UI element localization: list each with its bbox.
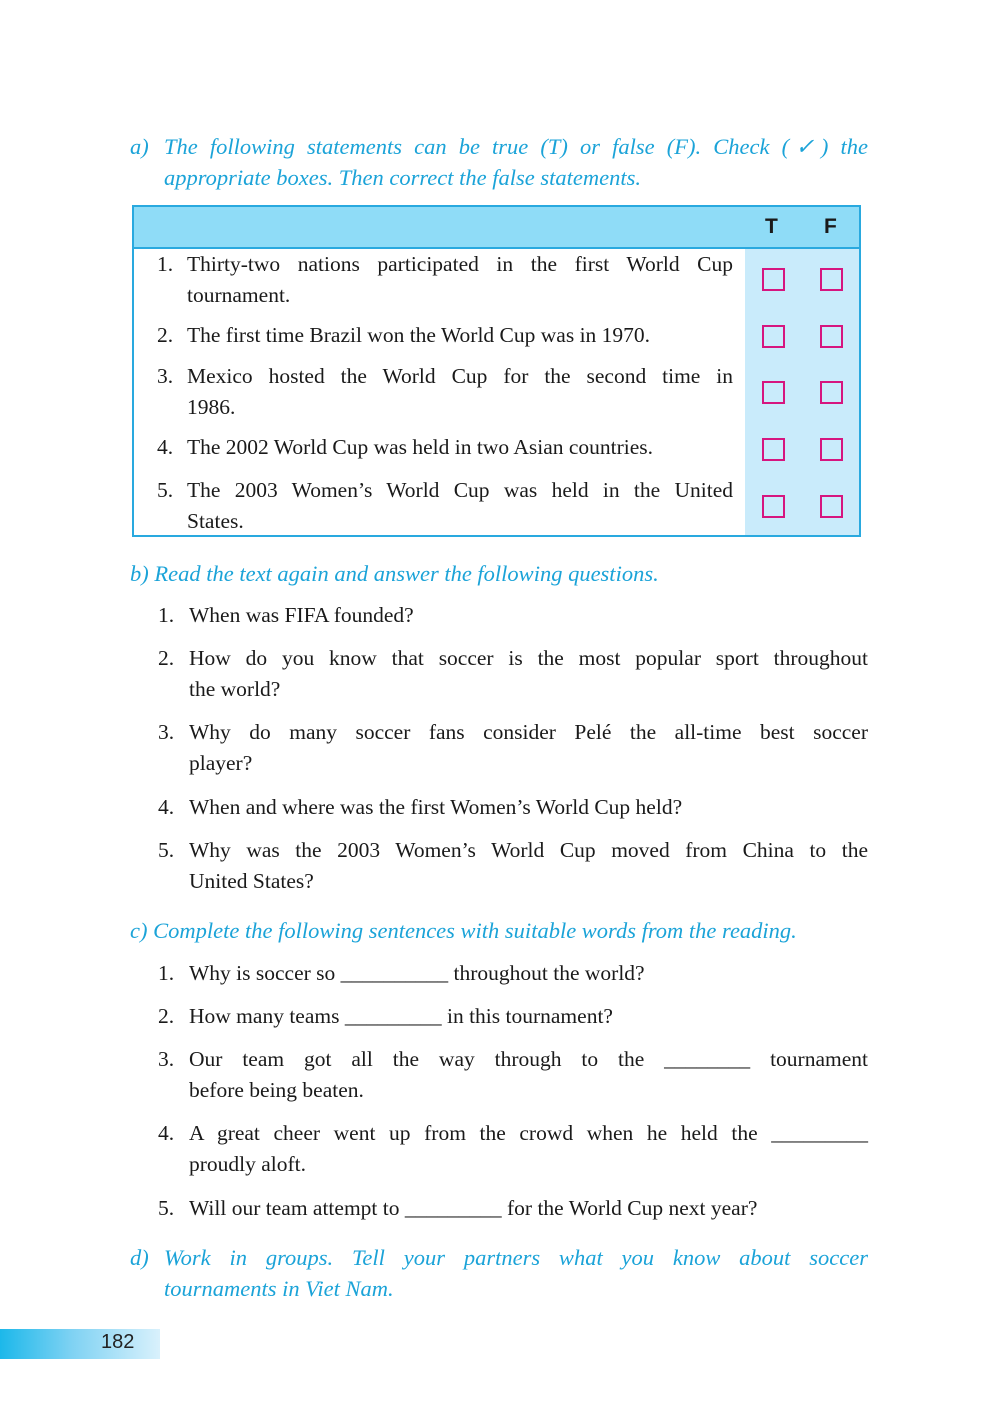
- row-number: 1.: [157, 252, 174, 276]
- page-number-bar: [0, 1329, 160, 1359]
- question-number: 4.: [158, 795, 175, 819]
- sentence-text: Our team got all the way through to the ________ tournament: [189, 1047, 868, 1071]
- checkbox-false-4[interactable]: [820, 438, 843, 461]
- sentence-number: 4.: [158, 1121, 175, 1145]
- row-text: The first time Brazil won the World Cup was in 1970.: [187, 323, 651, 347]
- question-item: [158, 600, 868, 631]
- table-row: [157, 361, 733, 423]
- question-item: [158, 835, 868, 897]
- sentence-text: How many teams _________ in this tournament?: [189, 1004, 613, 1028]
- sentence-text: Why is soccer so __________ throughout the world?: [189, 961, 645, 985]
- question-number: 5.: [158, 838, 175, 862]
- row-number: 2.: [157, 323, 174, 347]
- question-text: When was FIFA founded?: [189, 603, 414, 627]
- row-text: The 2003 Women’s World Cup was held in the United: [187, 478, 733, 502]
- row-text: The 2002 World Cup was held in two Asian countries.: [187, 435, 654, 459]
- sentence-number: 3.: [158, 1047, 175, 1071]
- section-d-line1: Work in groups. Tell your partners what you know about soccer: [164, 1245, 868, 1270]
- question-number: 3.: [158, 720, 175, 744]
- section-a-line2: appropriate boxes. Then correct the false statements.: [164, 165, 642, 190]
- checkbox-true-1[interactable]: [762, 268, 785, 291]
- sentence-text-cont: proudly aloft.: [189, 1152, 307, 1176]
- section-b-instruction: b) Read the text again and answer the following questions.: [130, 561, 659, 586]
- sentence-number: 2.: [158, 1004, 175, 1028]
- sentence-text: Will our team attempt to _________ for the World Cup next year?: [189, 1196, 758, 1220]
- section-d-line2: tournaments in Viet Nam.: [164, 1276, 394, 1301]
- question-number: 2.: [158, 646, 175, 670]
- checkbox-true-4[interactable]: [762, 438, 785, 461]
- header-false: F: [824, 215, 837, 238]
- section-a-instruction: [130, 131, 868, 193]
- sentence-item: [158, 1193, 868, 1224]
- row-number: 5.: [157, 478, 174, 502]
- section-a-line1: The following statements can be true (T) or false (F). Check (✓) the: [164, 134, 868, 159]
- sentence-item: [158, 1118, 868, 1180]
- sentence-item: [158, 958, 868, 989]
- section-a-label: a): [130, 134, 149, 159]
- row-number: 3.: [157, 364, 174, 388]
- row-text: Mexico hosted the World Cup for the second time in: [187, 364, 733, 388]
- question-text: Why do many soccer fans consider Pelé the all-time best soccer: [189, 720, 868, 744]
- row-number: 4.: [157, 435, 174, 459]
- sentence-item: [158, 1001, 868, 1032]
- section-c-instruction: c) Complete the following sentences with suitable words from the reading.: [130, 918, 797, 943]
- question-text-cont: player?: [189, 751, 253, 775]
- question-text: When and where was the first Women’s World Cup held?: [189, 795, 683, 819]
- checkbox-true-3[interactable]: [762, 381, 785, 404]
- section-d-label: d): [130, 1245, 149, 1270]
- question-text-cont: United States?: [189, 869, 314, 893]
- sentence-item: [158, 1044, 868, 1106]
- question-text: How do you know that soccer is the most popular sport throughout: [189, 646, 868, 670]
- table-header: [134, 207, 859, 249]
- question-text-cont: the world?: [189, 677, 281, 701]
- checkbox-false-5[interactable]: [820, 495, 843, 518]
- question-item: [158, 717, 868, 779]
- checkbox-false-2[interactable]: [820, 325, 843, 348]
- row-text-cont: tournament.: [187, 283, 291, 307]
- row-text-cont: 1986.: [187, 395, 236, 419]
- true-false-table: [132, 205, 861, 537]
- checkbox-false-3[interactable]: [820, 381, 843, 404]
- question-item: [158, 643, 868, 705]
- row-text: Thirty-two nations participated in the first World Cup: [187, 252, 733, 276]
- header-true: T: [765, 215, 778, 238]
- question-number: 1.: [158, 603, 175, 627]
- checkbox-true-5[interactable]: [762, 495, 785, 518]
- checkbox-false-1[interactable]: [820, 268, 843, 291]
- sentence-text-cont: before being beaten.: [189, 1078, 364, 1102]
- checkbox-true-2[interactable]: [762, 325, 785, 348]
- table-row: [157, 249, 733, 311]
- page-number: 182: [101, 1331, 135, 1353]
- row-text-cont: States.: [187, 509, 244, 533]
- sentence-text: A great cheer went up from the crowd when he held the _________: [189, 1121, 868, 1145]
- sentence-number: 1.: [158, 961, 175, 985]
- section-d-instruction: [130, 1242, 868, 1304]
- table-row: [157, 320, 733, 351]
- table-row: [157, 432, 733, 463]
- sentence-number: 5.: [158, 1196, 175, 1220]
- table-row: [157, 475, 733, 537]
- question-item: [158, 792, 868, 823]
- question-text: Why was the 2003 Women’s World Cup moved from China to the: [189, 838, 868, 862]
